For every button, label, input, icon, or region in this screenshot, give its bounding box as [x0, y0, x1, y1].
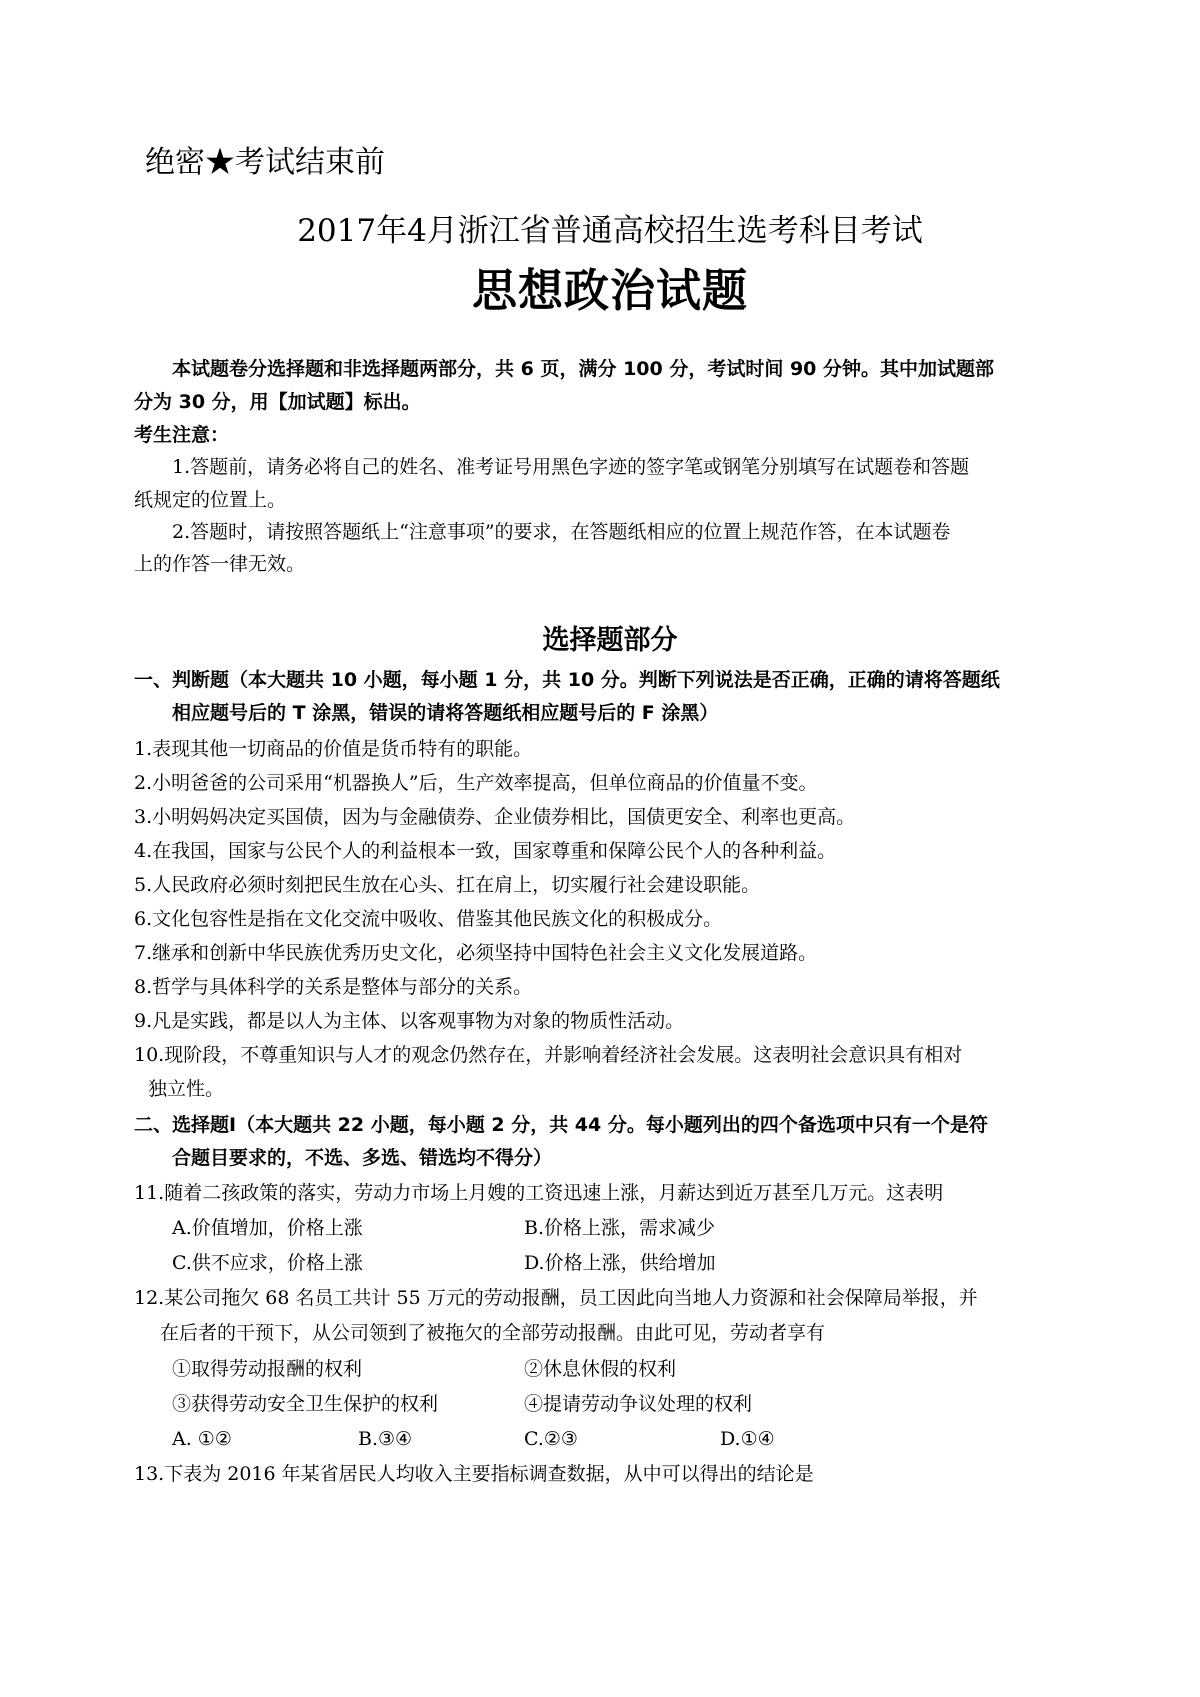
section-title: 选择题部分 — [542, 625, 678, 656]
part1-heading: 一、判断题（本大题共 10 小题，每小题 1 分，共 10 分。判断下列说法是否正确，正确的请将答题纸 — [134, 669, 1000, 691]
secret-label: 绝密★考试结束前 — [145, 145, 385, 180]
judgment-item: 10.现阶段，不尊重知识与人才的观念仍然存在，并影响着经济社会发展。这表明社会意识具有相对 — [134, 1044, 963, 1066]
judgment-item: 3.小明妈妈决定买国债，因为与金融债券、企业债券相比，国债更安全、利率也更高。 — [134, 806, 856, 828]
q11-option-d: D.价格上涨，供给增加 — [524, 1252, 716, 1274]
notice-item: 纸规定的位置上。 — [134, 489, 287, 511]
q11-option-a: A.价值增加，价格上涨 — [172, 1217, 363, 1239]
judgment-item: 9.凡是实践，都是以人为主体、以客观事物为对象的物质性活动。 — [134, 1010, 685, 1032]
intro-line-1: 本试题卷分选择题和非选择题两部分，共 6 页，满分 100 分，考试时间 90 分钟。其中加试题部 — [172, 358, 995, 380]
judgment-item: 5.人民政府必须时刻把民生放在心头、扛在肩上，切实履行社会建设职能。 — [134, 874, 761, 896]
intro-line-2: 分为 30 分，用【加试题】标出。 — [134, 391, 421, 413]
q12-option-a: A. ①② — [172, 1428, 232, 1450]
judgment-item: 2.小明爸爸的公司采用“机器换人”后，生产效率提高，但单位商品的价值量不变。 — [134, 772, 818, 794]
q12-statement-2: ②休息休假的权利 — [524, 1358, 677, 1380]
judgment-item: 1.表现其他一切商品的价值是货币特有的职能。 — [134, 738, 533, 760]
notice-item: 1.答题前，请务必将自己的姓名、准考证号用黑色字迹的签字笔或钢笔分别填写在试题卷和答题 — [172, 456, 970, 478]
notice-item: 2.答题时，请按照答题纸上“注意事项”的要求，在答题纸相应的位置上规范作答，在本试题卷 — [172, 521, 951, 543]
judgment-item: 8.哲学与具体科学的关系是整体与部分的关系。 — [134, 976, 533, 998]
q11-option-b: B.价格上涨，需求减少 — [524, 1217, 716, 1239]
question-11-stem: 11.随着二孩政策的落实，劳动力市场上月嫂的工资迅速上涨，月薪达到近万甚至几万元。这表明 — [134, 1182, 944, 1204]
q12-statement-4: ④提请劳动争议处理的权利 — [524, 1393, 753, 1415]
judgment-item: 7.继承和创新中华民族优秀历史文化，必须坚持中国特色社会主义文化发展道路。 — [134, 942, 818, 964]
notice-item: 上的作答一律无效。 — [134, 553, 306, 575]
judgment-item: 6.文化包容性是指在文化交流中吸收、借鉴其他民族文化的积极成分。 — [134, 908, 723, 930]
q12-option-d: D.①④ — [720, 1428, 775, 1450]
part2-heading: 二、选择题Ⅰ（本大题共 22 小题，每小题 2 分，共 44 分。每小题列出的四个备选项中只有一个是符 — [134, 1114, 988, 1136]
subject-title: 思想政治试题 — [471, 264, 748, 317]
question-12-stem-cont: 在后者的干预下，从公司领到了被拖欠的全部劳动报酬。由此可见，劳动者享有 — [160, 1322, 826, 1344]
notice-label: 考生注意： — [134, 424, 230, 446]
q12-statement-3: ③获得劳动安全卫生保护的权利 — [172, 1393, 439, 1415]
part1-heading-cont: 相应题号后的 T 涂黑，错误的请将答题纸相应题号后的 F 涂黑） — [172, 702, 719, 724]
judgment-item-cont: 独立性。 — [148, 1078, 225, 1100]
judgment-item: 4.在我国，国家与公民个人的利益根本一致，国家尊重和保障公民个人的各种利益。 — [134, 840, 837, 862]
q12-option-b: B.③④ — [358, 1428, 413, 1450]
part2-heading-cont: 合题目要求的，不选、多选、错选均不得分） — [172, 1147, 553, 1169]
q11-option-c: C.供不应求，价格上涨 — [172, 1252, 363, 1274]
q12-option-c: C.②③ — [524, 1428, 578, 1450]
q12-statement-1: ①取得劳动报酬的权利 — [172, 1358, 363, 1380]
question-12-stem: 12.某公司拖欠 68 名员工共计 55 万元的劳动报酬，员工因此向当地人力资源和社会保障局举报，并 — [134, 1287, 978, 1309]
question-13-stem: 13.下表为 2016 年某省居民人均收入主要指标调查数据，从中可以得出的结论是 — [134, 1463, 814, 1485]
exam-title: 2017年4月浙江省普通高校招生选考科目考试 — [297, 213, 923, 249]
